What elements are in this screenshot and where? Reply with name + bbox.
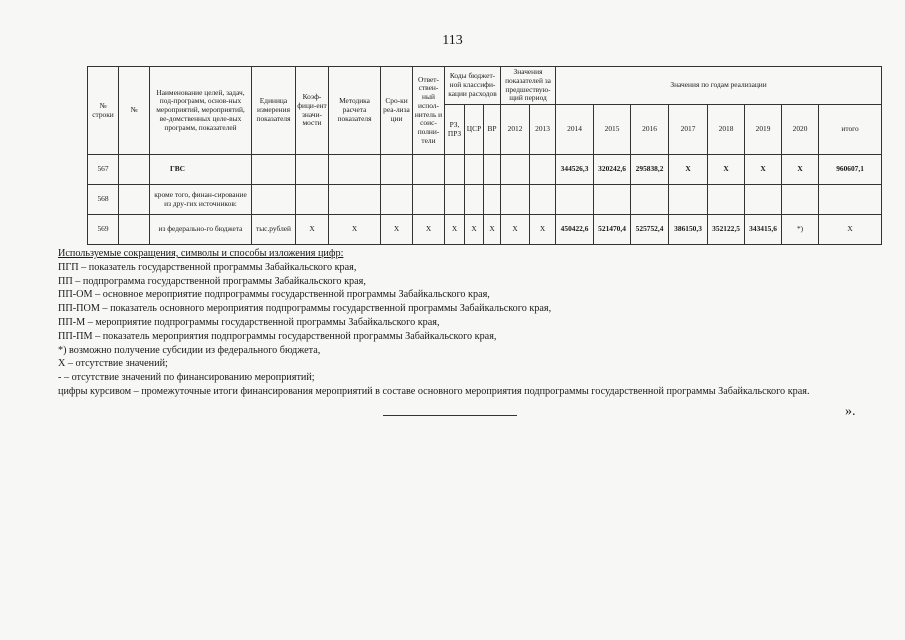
cell-rz — [445, 155, 465, 185]
header-previous-values: Значения показателей за предшествую-щий период — [501, 67, 556, 105]
cell-rz: X — [445, 215, 465, 245]
cell-terms — [381, 155, 413, 185]
cell-2015: 320242,6 — [594, 155, 631, 185]
cell-2017 — [669, 185, 708, 215]
cell-name: кроме того, финан-сирование из дру-гих источников: — [150, 185, 252, 215]
header-rz: РЗ, ПРЗ — [445, 105, 465, 155]
cell-number — [119, 185, 150, 215]
cell-row-number: 568 — [88, 185, 119, 215]
legend-item: цифры курсивом – промежуточные итоги финансирования мероприятий в составе основного мероприятия подпрограммы государственной программы Забайкальского края. — [58, 385, 810, 397]
cell-rz — [445, 185, 465, 215]
header-csr: ЦСР — [465, 105, 484, 155]
header-method: Методика расчета показателя — [329, 67, 381, 155]
cell-responsible: X — [413, 215, 445, 245]
header-year-values: Значения по годам реализации — [556, 67, 882, 105]
cell-method: X — [329, 215, 381, 245]
header-year-2015: 2015 — [594, 105, 631, 155]
cell-coefficient — [296, 155, 329, 185]
header-row-number: № строки — [88, 67, 119, 155]
cell-2016: 295838,2 — [631, 155, 669, 185]
cell-row-number: 567 — [88, 155, 119, 185]
legend-item: ПГП – показатель государственной программы Забайкальского края, — [58, 261, 357, 273]
cell-csr — [465, 155, 484, 185]
cell-2019: 343415,6 — [745, 215, 782, 245]
cell-responsible — [413, 155, 445, 185]
cell-2015: 521470,4 — [594, 215, 631, 245]
cell-total: X — [819, 215, 882, 245]
cell-2016 — [631, 185, 669, 215]
table-row — [88, 215, 882, 245]
cell-2014: 344526,3 — [556, 155, 594, 185]
cell-method — [329, 155, 381, 185]
legend-item: ПП-ПОМ – показатель основного мероприятия подпрограммы государственной программы Забайкальского края, — [58, 303, 552, 315]
cell-coefficient — [296, 185, 329, 215]
legend-item: - – отсутствие значений по финансированию мероприятий; — [58, 372, 315, 384]
legend — [58, 247, 898, 399]
header-year-2019: 2019 — [745, 105, 782, 155]
header-vr: ВР — [484, 105, 501, 155]
cell-2019: X — [745, 155, 782, 185]
cell-terms — [381, 185, 413, 215]
cell-2016: 525752,4 — [631, 215, 669, 245]
cell-vr — [484, 155, 501, 185]
table-row — [88, 185, 882, 215]
signature-line — [383, 415, 517, 416]
cell-2013 — [530, 155, 556, 185]
cell-2018: 352122,5 — [708, 215, 745, 245]
cell-2017: X — [669, 155, 708, 185]
legend-item: ПП-М – мероприятие подпрограммы государственной программы Забайкальского края, — [58, 316, 440, 328]
cell-name: из федерально-го бюджета — [150, 215, 252, 245]
cell-row-number: 569 — [88, 215, 119, 245]
cell-2013: X — [530, 215, 556, 245]
cell-csr — [465, 185, 484, 215]
header-year-2017: 2017 — [669, 105, 708, 155]
cell-responsible — [413, 185, 445, 215]
cell-total — [819, 185, 882, 215]
cell-2019 — [745, 185, 782, 215]
header-unit: Единица измерения показателя — [252, 67, 296, 155]
header-year-2014: 2014 — [556, 105, 594, 155]
cell-2018 — [708, 185, 745, 215]
header-year-2020: 2020 — [782, 105, 819, 155]
legend-item: ПП – подпрограмма государственной программы Забайкальского края, — [58, 275, 366, 287]
cell-unit — [252, 185, 296, 215]
cell-2017: 386150,3 — [669, 215, 708, 245]
cell-2020: *) — [782, 215, 819, 245]
cell-terms: X — [381, 215, 413, 245]
header-year-2013: 2013 — [530, 105, 556, 155]
cell-2013 — [530, 185, 556, 215]
header-year-2016: 2016 — [631, 105, 669, 155]
cell-vr: X — [484, 215, 501, 245]
page-number: 113 — [442, 33, 463, 48]
cell-name: ГВС — [150, 155, 252, 185]
legend-heading: Используемые сокращения, символы и способы изложения цифр: — [58, 248, 344, 259]
cell-vr — [484, 185, 501, 215]
header-name: Наименование целей, задач, под-программ, основ-ных мероприятий, мероприятий, ве-домственных целе-вых программ, показателей — [150, 67, 252, 155]
closing-quote: ». — [845, 404, 856, 419]
cell-2012 — [501, 185, 530, 215]
legend-item: ПП-ПМ – показатель мероприятия подпрограммы государственной программы Забайкальского края, — [58, 330, 497, 342]
cell-csr: X — [465, 215, 484, 245]
cell-method — [329, 185, 381, 215]
cell-2014 — [556, 185, 594, 215]
cell-2015 — [594, 185, 631, 215]
header-number: № — [119, 67, 150, 155]
cell-number — [119, 155, 150, 185]
header-year-2012: 2012 — [501, 105, 530, 155]
cell-2014: 450422,6 — [556, 215, 594, 245]
header-coefficient: Коэф-фици-ент значи-мости — [296, 67, 329, 155]
cell-2018: X — [708, 155, 745, 185]
header-terms: Сро-ки реа-лиза ции — [381, 67, 413, 155]
cell-coefficient: X — [296, 215, 329, 245]
legend-item: ПП-ОМ – основное мероприятие подпрограммы государственной программы Забайкальского края, — [58, 289, 490, 301]
legend-item: *) возможно получение субсидии из федерального бюджета, — [58, 344, 321, 356]
legend-item: X – отсутствие значений; — [58, 358, 168, 370]
header-budget-codes: Коды бюджет-ной классифи-кации расходов — [445, 67, 501, 105]
header-year-2018: 2018 — [708, 105, 745, 155]
cell-total: 960607,1 — [819, 155, 882, 185]
cell-2012: X — [501, 215, 530, 245]
header-responsible: Ответ-ствен-ный испол-нитель и соис-полни-тели — [413, 67, 445, 155]
cell-2020: X — [782, 155, 819, 185]
cell-2012 — [501, 155, 530, 185]
cell-unit — [252, 155, 296, 185]
cell-unit: тыс.рублей — [252, 215, 296, 245]
cell-2020 — [782, 185, 819, 215]
cell-number — [119, 215, 150, 245]
header-total: итого — [819, 105, 882, 155]
program-table — [87, 66, 882, 245]
table-row — [88, 155, 882, 185]
